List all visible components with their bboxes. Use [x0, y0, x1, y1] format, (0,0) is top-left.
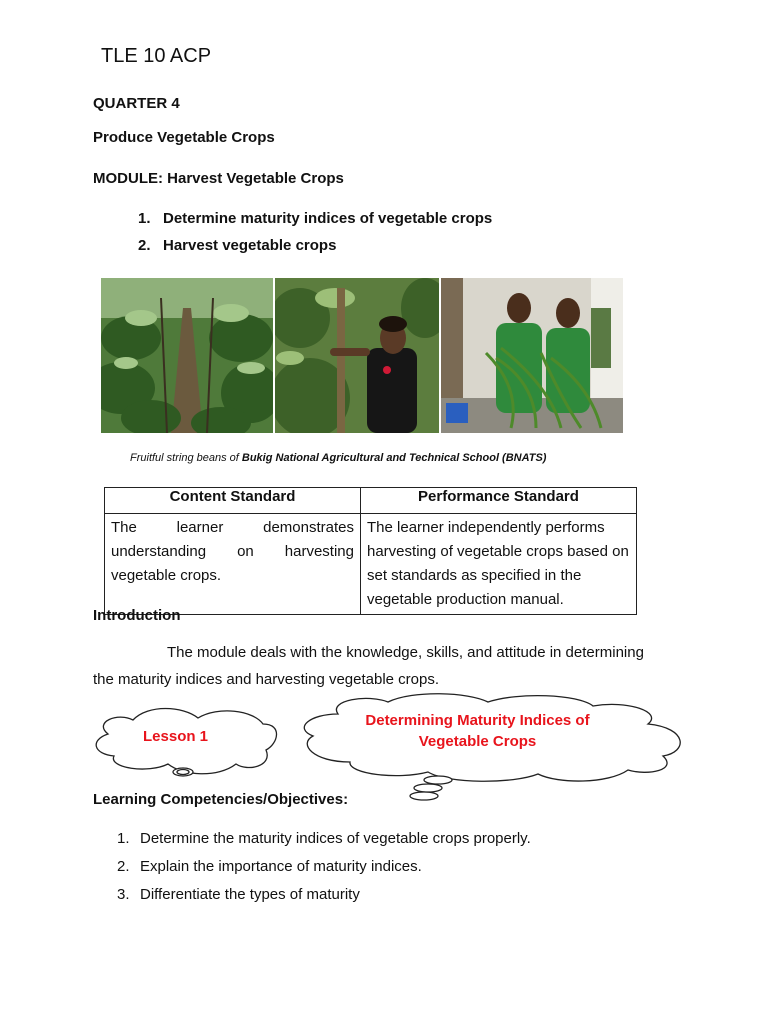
string-beans-photo-strip: [101, 278, 623, 433]
list-item: 3. Differentiate the types of maturity: [117, 886, 360, 903]
students-holding-harvest-photo: [441, 278, 623, 433]
lesson-number-label: Lesson 1: [143, 728, 209, 745]
photo-caption: Fruitful string beans of Bukig National Agricultural and Technical School (BNATS): [130, 452, 547, 464]
quarter-label: QUARTER 4: [93, 95, 180, 112]
subject-title: Produce Vegetable Crops: [93, 129, 275, 146]
bean-field-row-photo: [101, 278, 273, 433]
module-title: MODULE: Harvest Vegetable Crops: [93, 170, 344, 187]
list-item: 1. Determine the maturity indices of vegetable crops properly.: [117, 830, 531, 847]
introduction-paragraph: The module deals with the knowledge, skills, and attitude in determining the maturity indices and harvesting vegetable crops.: [93, 644, 644, 688]
content-standard-cell: The learner demonstrates understanding on harvesting vegetable crops.: [105, 514, 361, 615]
school-name: Bukig National Agricultural and Technical School (BNATS): [241, 452, 547, 464]
objectives-list: [117, 830, 531, 914]
content-standard-header: Content Standard: [105, 488, 361, 514]
introduction-heading: Introduction: [93, 607, 181, 624]
performance-standard-header: Performance Standard: [361, 488, 637, 514]
module-goals-list: [138, 210, 492, 264]
performance-standard-cell: The learner independently performs harvesting of vegetable crops based on set standards as specified in the vegetable production manual.: [361, 514, 637, 615]
table-header-row: [105, 488, 637, 514]
module-goal-item: 2. Harvest vegetable crops: [138, 237, 337, 254]
list-item: 2. Explain the importance of maturity indices.: [117, 858, 422, 875]
competencies-heading: Learning Competencies/Objectives:: [93, 791, 349, 808]
lesson-topic-label: Determining Maturity Indices of Vegetable Crops: [365, 712, 590, 750]
standards-table: [104, 487, 637, 615]
student-with-beans-photo: [275, 278, 439, 433]
module-goal-item: 1. Determine maturity indices of vegetable crops: [138, 210, 493, 227]
table-row: [105, 514, 637, 615]
document-title: TLE 10 ACP: [101, 45, 212, 67]
